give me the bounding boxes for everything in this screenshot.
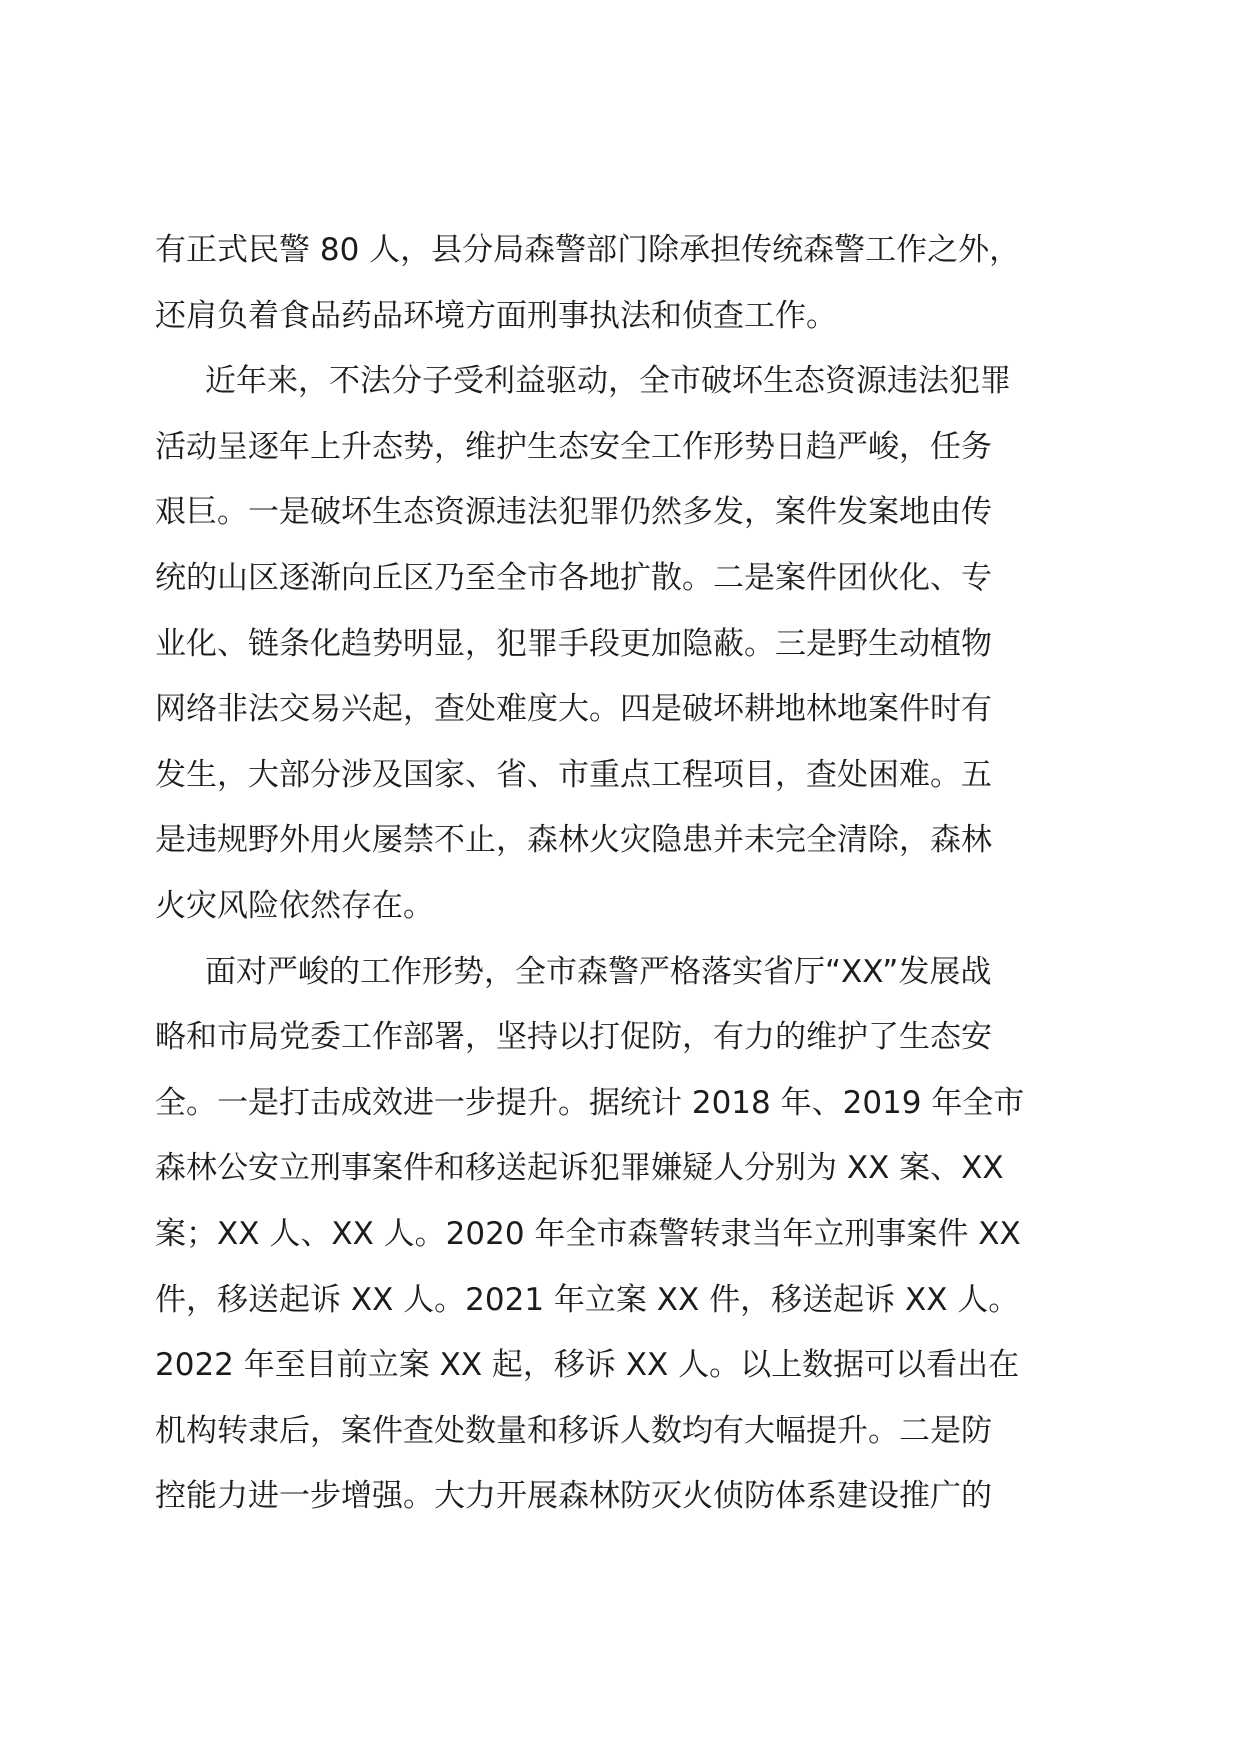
text-line-12: 面对严峻的工作形势，全市森警严格落实省厅“XX”发展战 xyxy=(205,953,992,990)
text-line-16: 案；XX 人、XX 人。2020 年全市森警转隶当年立刑事案件 XX xyxy=(155,1215,1021,1252)
text-line-2: 还肩负着食品药品环境方面刑事执法和侦查工作。 xyxy=(155,297,837,334)
text-line-1: 有正式民警 80 人，县分局森警部门除承担传统森警工作之外， xyxy=(155,232,1021,268)
text-line-18: 2022 年至目前立案 XX 起，移诉 XX 人。以上数据可以看出在 xyxy=(155,1347,1020,1384)
text-line-4: 活动呈逐年上升态势，维护生态安全工作形势日趋严峻，任务 xyxy=(155,428,992,465)
text-line-9: 发生，大部分涉及国家、省、市重点工程项目，查处困难。五 xyxy=(155,756,992,793)
text-line-19: 机构转隶后，案件查处数量和移诉人数均有大幅提升。二是防 xyxy=(155,1412,992,1449)
text-line-3: 近年来，不法分子受利益驱动，全市破坏生态资源违法犯罪 xyxy=(205,363,1011,400)
text-line-7: 业化、链条化趋势明显，犯罪手段更加隐蔽。三是野生动植物 xyxy=(155,625,992,662)
text-line-8: 网络非法交易兴起，查处难度大。四是破坏耕地林地案件时有 xyxy=(155,691,992,728)
text-line-6: 统的山区逐渐向丘区乃至全市各地扩散。二是案件团伙化、专 xyxy=(155,559,992,596)
text-line-17: 件，移送起诉 XX 人。2021 年立案 XX 件，移送起诉 XX 人。 xyxy=(155,1281,1020,1318)
document-body xyxy=(155,218,1085,1530)
text-line-10: 是违规野外用火屡禁不止，森林火灾隐患并未完全清除，森林 xyxy=(155,822,992,859)
text-line-13: 略和市局党委工作部署，坚持以打促防，有力的维护了生态安 xyxy=(155,1019,992,1056)
text-line-20: 控能力进一步增强。大力开展森林防灭火侦防体系建设推广的 xyxy=(155,1478,992,1515)
text-line-15: 森林公安立刑事案件和移送起诉犯罪嫌疑人分别为 XX 案、XX xyxy=(155,1150,1004,1187)
text-line-11: 火灾风险依然存在。 xyxy=(155,887,434,924)
text-line-14: 全。一是打击成效进一步提升。据统计 2018 年、2019 年全市 xyxy=(155,1084,1025,1121)
text-line-5: 艰巨。一是破坏生态资源违法犯罪仍然多发，案件发案地由传 xyxy=(155,494,992,531)
